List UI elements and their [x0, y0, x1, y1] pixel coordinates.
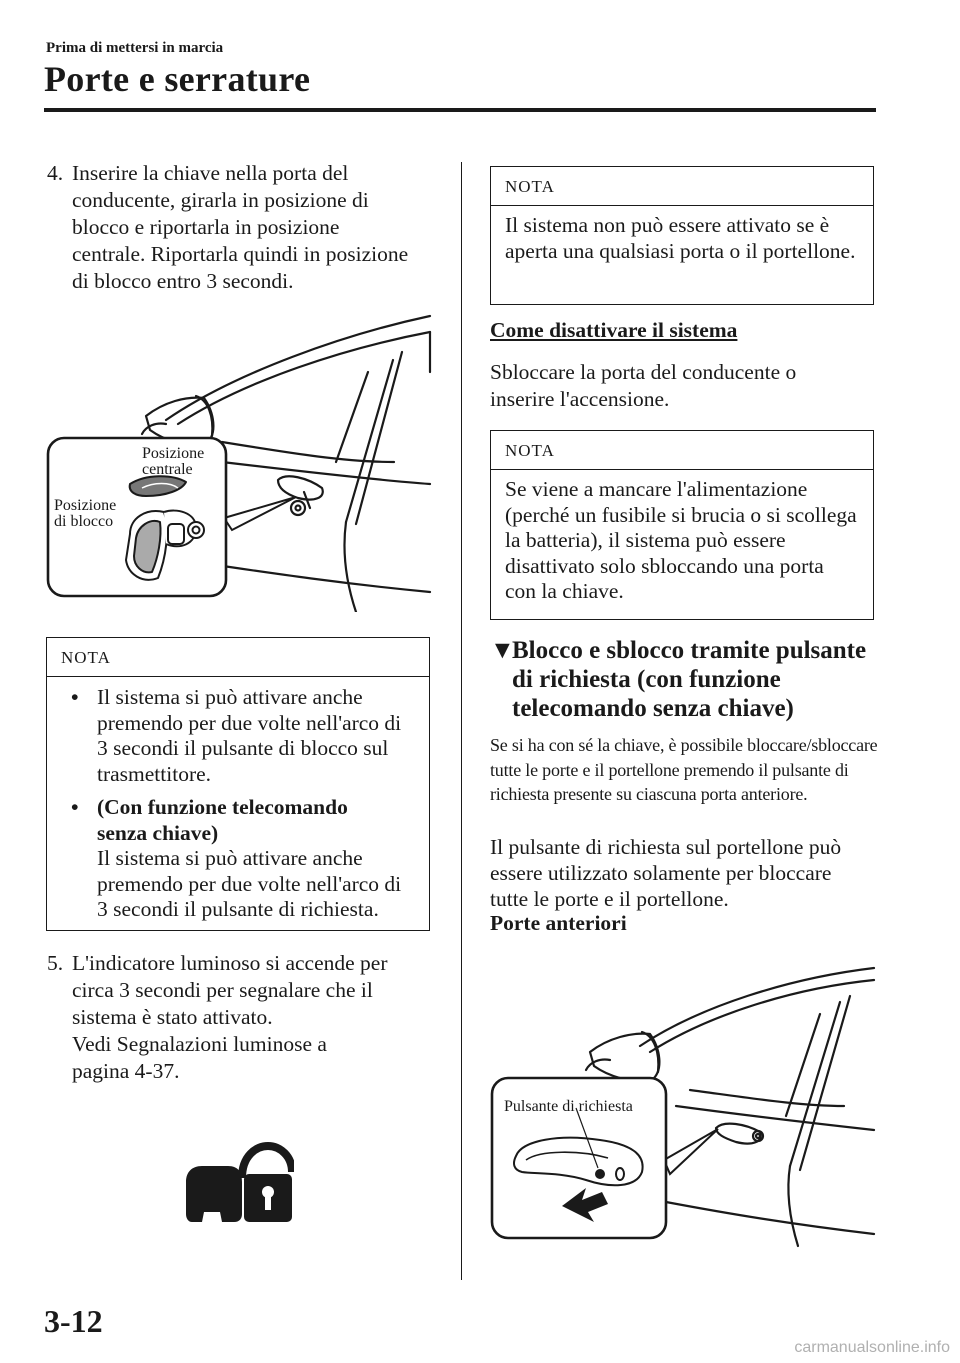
note-bullet	[61, 685, 415, 787]
note-bullet	[61, 795, 415, 923]
section-text-small: Se si ha con sé la chiave, è possibile bloccare/sbloccare tutte le porte e il portellone premendo il pulsante di richiesta presente su ciascuna porta anteriore.	[490, 735, 878, 804]
section-heading	[490, 636, 880, 723]
label-lock-2: di blocco	[54, 513, 114, 530]
deactivate-text: Sbloccare la porta del conducente o inserire l'accensione.	[490, 360, 797, 411]
note-heading: NOTA	[491, 431, 873, 470]
step-number: 5.	[47, 951, 64, 975]
door-key-illustration	[46, 312, 436, 612]
step-5	[47, 950, 447, 1085]
label-lock-1: Posizione	[54, 497, 117, 514]
watermark: carmanualsonline.info	[794, 1339, 950, 1356]
step-number: 4.	[47, 161, 64, 185]
step-text: L'indicatore luminoso si accende per circa 3 secondi per segnalare che il sistema è stato attivato. Vedi Segnalazioni luminose a pagina 4-37.	[72, 951, 388, 1083]
request-button-illustration	[490, 966, 880, 1248]
bullet-icon: •	[71, 685, 79, 709]
page-title: Porte e serrature	[44, 59, 311, 99]
note-body	[47, 677, 429, 931]
step-text: Inserire la chiave nella porta del conducente, girarla in posizione di blocco e riportarla in posizione centrale. Riportarla quindi in posizione di blocco entro 3 secondi.	[72, 161, 409, 293]
note-box	[46, 637, 430, 931]
request-button-label: Pulsante di richiesta	[504, 1098, 633, 1115]
bullet-icon: •	[71, 795, 79, 819]
note-heading: NOTA	[47, 638, 429, 677]
page-number: 3-12	[44, 1303, 103, 1339]
note-box	[490, 430, 874, 620]
note-text: Se viene a mancare l'alimentazione (perché un fusibile si brucia o si scollega la batteria), il sistema può essere disattivato solo sbloccando una porta con la chiave.	[505, 477, 857, 603]
step-4	[47, 160, 447, 295]
label-center-2: centrale	[142, 461, 193, 478]
section-text: Il pulsante di richiesta sul portellone può essere utilizzato solamente per bloccare tutte le porte e il portellone.	[490, 835, 842, 911]
lock-indicator-icon	[182, 1142, 294, 1224]
triangle-marker-icon: ▼	[490, 637, 515, 664]
note-text: Il sistema non può essere attivato se è aperta una qualsiasi porta o il portellone.	[505, 213, 856, 263]
note-heading: NOTA	[491, 167, 873, 206]
deactivate-heading: Come disattivare il sistema	[490, 318, 738, 342]
bullet-text: Il sistema si può attivare anche premendo per due volte nell'arco di 3 secondi il pulsante di richiesta.	[97, 846, 402, 921]
section-heading-text: Blocco e sblocco tramite pulsante di richiesta (con funzione telecomando senza chiave)	[512, 637, 867, 722]
column-divider	[461, 162, 462, 1280]
section-label: Prima di mettersi in marcia	[46, 40, 224, 56]
note-box	[490, 166, 874, 305]
front-doors-label: Porte anteriori	[490, 911, 627, 935]
bullet-text: Il sistema si può attivare anche premendo per due volte nell'arco di 3 secondi il pulsante di blocco sul trasmettitore.	[97, 685, 402, 786]
title-rule	[44, 108, 876, 112]
bullet-bold-text: senza chiave)	[97, 820, 219, 845]
bullet-bold-text: (Con funzione telecomando	[97, 795, 348, 819]
label-center-1: Posizione	[142, 445, 205, 462]
